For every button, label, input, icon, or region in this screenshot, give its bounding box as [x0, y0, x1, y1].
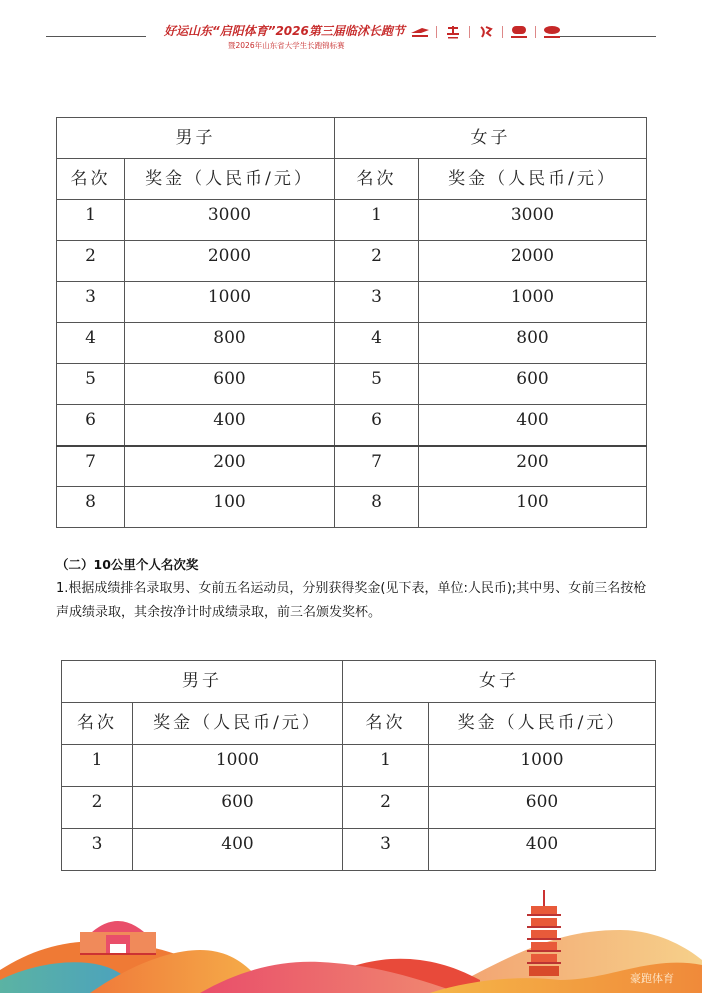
- table-row: [62, 745, 656, 787]
- table-row: [57, 405, 647, 446]
- rank-cell: 2: [57, 241, 125, 282]
- group-header-women: 女子: [343, 661, 656, 703]
- rank-cell: 4: [335, 323, 419, 364]
- logo-divider: [535, 26, 536, 38]
- rank-cell: 6: [335, 405, 419, 446]
- section-title-10k: （二）10公里个人名次奖: [56, 557, 199, 572]
- prize-table-overall: [56, 117, 647, 528]
- sponsor-logo-5-icon: [542, 24, 562, 40]
- table-group-header-row: [57, 118, 647, 159]
- column-header-prize: 奖金（人民币/元）: [133, 703, 343, 745]
- prize-cell: 1000: [419, 282, 647, 323]
- rank-cell: 7: [335, 446, 419, 487]
- prize-cell: 200: [419, 446, 647, 487]
- column-header-rank: 名次: [343, 703, 429, 745]
- table-row: [57, 323, 647, 364]
- column-header-rank: 名次: [335, 159, 419, 200]
- table-row: [62, 787, 656, 829]
- museum-building-icon: [80, 921, 156, 955]
- header-subtitle: 暨2026年山东省大学生长跑锦标赛: [228, 41, 345, 50]
- prize-cell: 1000: [429, 745, 656, 787]
- column-header-rank: 名次: [57, 159, 125, 200]
- table-row: [57, 487, 647, 528]
- pagoda-tower-icon: [527, 890, 561, 976]
- table-row: [57, 364, 647, 405]
- prize-cell: 2000: [125, 241, 335, 282]
- prize-cell: 3000: [419, 200, 647, 241]
- rank-cell: 4: [57, 323, 125, 364]
- rank-cell: 1: [62, 745, 133, 787]
- rank-cell: 3: [57, 282, 125, 323]
- prize-cell: 600: [133, 787, 343, 829]
- rank-cell: 3: [335, 282, 419, 323]
- sponsor-logo-4-icon: [509, 24, 529, 40]
- rank-cell: 2: [343, 787, 429, 829]
- table-row: [57, 446, 647, 487]
- header-rule-right: [556, 36, 656, 37]
- prize-cell: 600: [419, 364, 647, 405]
- prize-cell: 400: [133, 829, 343, 871]
- sponsor-logo-3-icon: [476, 24, 496, 40]
- prize-cell: 100: [419, 487, 647, 528]
- table-row: [57, 241, 647, 282]
- table-column-header-row: [57, 159, 647, 200]
- rank-cell: 2: [62, 787, 133, 829]
- sponsor-logo-2-icon: [443, 24, 463, 40]
- rank-cell: 8: [57, 487, 125, 528]
- prize-cell: 2000: [419, 241, 647, 282]
- rank-cell: 7: [57, 446, 125, 487]
- rank-cell: 2: [335, 241, 419, 282]
- prize-cell: 400: [419, 405, 647, 446]
- section-body-10k: 1.根据成绩排名录取男、女前五名运动员，分别获得奖金(见下表，单位:人民币);其中男、女前三名按枪声成绩录取，其余按净计时成绩录取，前三名颁发奖杯。: [56, 581, 647, 620]
- sponsor-logos: [410, 24, 562, 40]
- header-rule-left: [46, 36, 146, 37]
- logo-divider: [436, 26, 437, 38]
- group-header-women: 女子: [335, 118, 647, 159]
- group-header-men: 男子: [57, 118, 335, 159]
- prize-cell: 400: [125, 405, 335, 446]
- table-group-header-row: [62, 661, 656, 703]
- rank-cell: 5: [57, 364, 125, 405]
- rank-cell: 8: [335, 487, 419, 528]
- footer-hills-illustration: [0, 880, 702, 993]
- prize-table-10k: [61, 660, 656, 871]
- prize-cell: 600: [429, 787, 656, 829]
- prize-cell: 800: [419, 323, 647, 364]
- prize-cell: 800: [125, 323, 335, 364]
- rank-cell: 3: [343, 829, 429, 871]
- table-row: [57, 282, 647, 323]
- prize-cell: 400: [429, 829, 656, 871]
- sponsor-logo-1-icon: [410, 24, 430, 40]
- table-row: [62, 829, 656, 871]
- group-header-men: 男子: [62, 661, 343, 703]
- table-row: [57, 200, 647, 241]
- prize-cell: 1000: [133, 745, 343, 787]
- rank-cell: 6: [57, 405, 125, 446]
- prize-cell: 100: [125, 487, 335, 528]
- rank-cell: 3: [62, 829, 133, 871]
- rank-cell: 1: [343, 745, 429, 787]
- prize-cell: 1000: [125, 282, 335, 323]
- column-header-prize: 奖金（人民币/元）: [419, 159, 647, 200]
- column-header-prize: 奖金（人民币/元）: [125, 159, 335, 200]
- rank-cell: 1: [57, 200, 125, 241]
- column-header-rank: 名次: [62, 703, 133, 745]
- prize-cell: 3000: [125, 200, 335, 241]
- watermark: 豪跑体育: [630, 972, 674, 985]
- rank-cell: 1: [335, 200, 419, 241]
- prize-cell: 200: [125, 446, 335, 487]
- logo-divider: [502, 26, 503, 38]
- table-column-header-row: [62, 703, 656, 745]
- prize-cell: 600: [125, 364, 335, 405]
- logo-divider: [469, 26, 470, 38]
- rank-cell: 5: [335, 364, 419, 405]
- header-title: 好运山东“启阳体育”2026第三届临沭长跑节: [164, 24, 405, 38]
- column-header-prize: 奖金（人民币/元）: [429, 703, 656, 745]
